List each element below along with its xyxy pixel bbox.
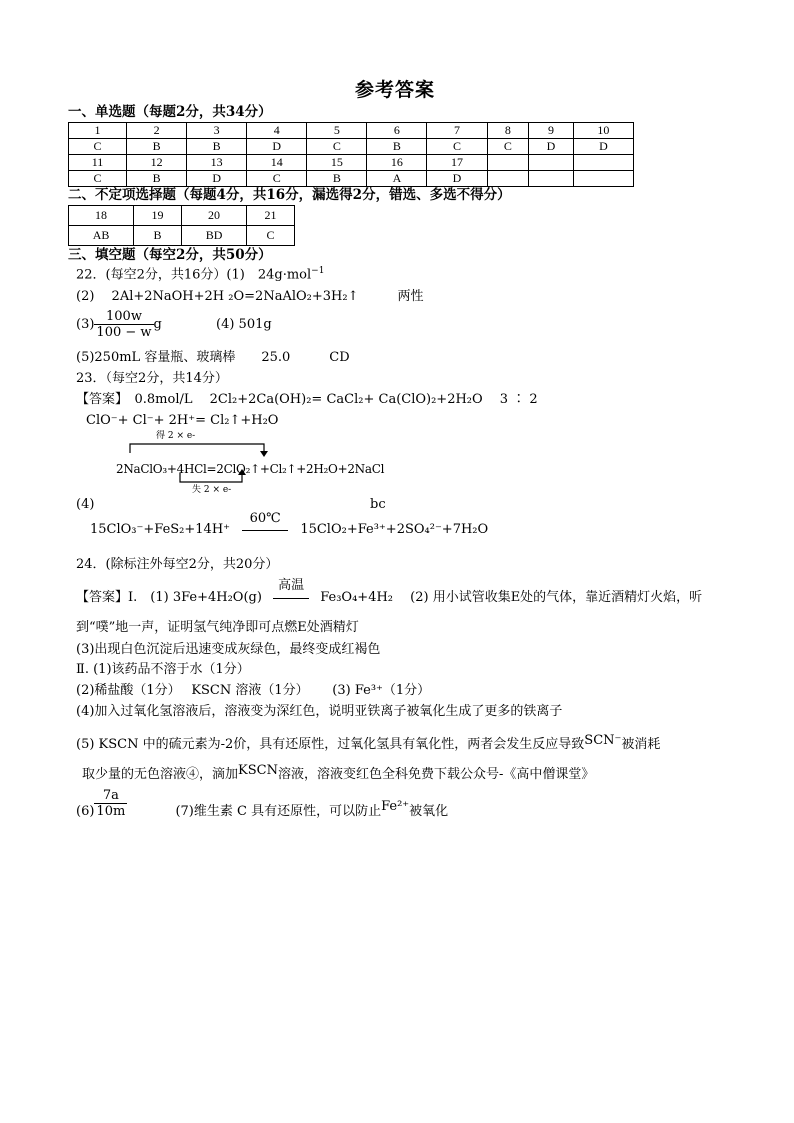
table-row	[69, 139, 634, 155]
table-cell: 1	[69, 123, 127, 139]
q24-line-2: 到“噗”地一声，证明氢气纯净即可点燃E处酒精灯	[76, 620, 359, 635]
q24-line-7	[76, 733, 661, 753]
table-cell: D	[427, 171, 487, 187]
table-cell	[573, 171, 633, 187]
table-cell: B	[307, 171, 367, 187]
q24-line-4: Ⅱ. (1)该药品不溶于水（1分）	[76, 662, 250, 677]
table-cell: 17	[427, 155, 487, 171]
table-cell: 10	[573, 123, 633, 139]
table-cell: A	[367, 171, 427, 187]
table-row	[69, 123, 634, 139]
table-cell: AB	[69, 226, 134, 246]
q24-line-8	[82, 763, 595, 783]
q24-arrow	[273, 578, 309, 599]
table-cell: C	[307, 139, 367, 155]
q23-eq2-right: 15ClO₂+Fe³⁺+2SO₄²⁻+7H₂O	[300, 522, 489, 537]
table-cell: C	[69, 171, 127, 187]
section-1-heading: 一、单选题（每题2分，共34分）	[68, 104, 272, 120]
q22-part-5: (5)250mL 容量瓶、玻璃棒 25.0 CD	[76, 350, 350, 365]
table-cell	[487, 155, 529, 171]
q23-gain-label: 得 2 × e-	[156, 431, 196, 441]
table-cell: B	[127, 139, 187, 155]
q23-head: 23．（每空2分，共14分）	[76, 371, 228, 386]
table-cell: B	[187, 139, 247, 155]
q24-l9-ion: Fe²⁺	[381, 799, 410, 814]
q24-l8b: KSCN	[238, 763, 278, 778]
q24-line-9	[76, 788, 448, 820]
section-2-heading: 二、不定项选择题（每题4分，共16分，漏选得2分，错选、多选不得分）	[68, 187, 511, 203]
q24-answer-line-1	[76, 578, 703, 606]
table-cell: 21	[247, 206, 295, 226]
table-cell: 2	[127, 123, 187, 139]
q23-redox-equation: 2NaClO₃+4HCl=2ClO₂↑+Cl₂↑+2H₂O+2NaCl	[116, 462, 385, 476]
table-cell: 5	[307, 123, 367, 139]
table-cell: 6	[367, 123, 427, 139]
q23-eq2-arrow	[242, 511, 288, 531]
q24-line-3: (3)出现白色沉淀后迅速变成灰绿色，最终变成红褐色	[76, 642, 381, 657]
q23-eq2-left: 15ClO₃⁻+FeS₂+14H⁺	[90, 522, 231, 537]
q24-ans-b: Fe₃O₄+4H₂ (2) 用小试管收集E处的气体，靠近酒精灯火焰，听	[320, 590, 703, 605]
q22-line-1	[76, 266, 324, 283]
table-row	[69, 155, 634, 171]
table-cell: B	[134, 226, 182, 246]
q23-ion-equation: ClO⁻+ Cl⁻+ 2H⁺= Cl₂↑+H₂O	[86, 413, 279, 428]
table-cell: 18	[69, 206, 134, 226]
q24-l7c: 被消耗	[621, 737, 661, 752]
table-cell: C	[247, 171, 307, 187]
table-row	[69, 206, 295, 226]
q24-l8c: 溶液，溶液变红色全科免费下载公众号-《高中僧课堂》	[277, 767, 595, 782]
table-cell: D	[187, 171, 247, 187]
table-cell: 15	[307, 155, 367, 171]
q24-condition: 高温	[278, 578, 305, 593]
table-row	[69, 226, 295, 246]
table-cell: 8	[487, 123, 529, 139]
q22-part-3-4	[76, 309, 272, 340]
q23-answer: 【答案】 0.8mol/L 2Cl₂+2Ca(OH)₂= CaCl₂+ Ca(ClO)₂+2H₂O 3 ∶ 2	[76, 392, 538, 407]
table-cell: 12	[127, 155, 187, 171]
table-cell: 19	[134, 206, 182, 226]
q22-p4: (4) 501g	[216, 317, 272, 332]
table-cell	[487, 171, 529, 187]
q22-head: 22．(每空2分，共16分）(1) 24g·mol	[76, 267, 312, 283]
section-3-heading: 三、填空题（每空2分，共50分）	[68, 247, 272, 263]
table-cell: 20	[181, 206, 246, 226]
table-cell: C	[487, 139, 529, 155]
table-cell: 11	[69, 155, 127, 171]
table-cell: B	[367, 139, 427, 155]
q22-p3-label: (3)	[76, 317, 95, 332]
q24-l8a: 取少量的无色溶液④，滴加	[82, 767, 239, 782]
q24-l7a: (5) KSCN 中的硫元素为-2价，具有还原性，过氧化氢具有氧化性，两者会发生反应导致	[76, 737, 585, 752]
gain-arrowhead	[260, 451, 268, 457]
q24-l9-label: (6)	[76, 804, 95, 819]
q22-p3-unit: g	[153, 317, 162, 332]
q24-l9-text: (7)维生素 C 具有还原性，可以防止	[175, 804, 382, 819]
table-cell: BD	[181, 226, 246, 246]
q24-l9-end: 被氧化	[409, 804, 449, 819]
table-cell: 13	[187, 155, 247, 171]
table-cell	[573, 155, 633, 171]
q24-numerator: 7a	[94, 788, 127, 804]
q23-bc: bc	[370, 497, 386, 512]
table-cell: 3	[187, 123, 247, 139]
q23-eq2-condition: 60℃	[249, 511, 281, 526]
table-cell	[529, 171, 574, 187]
q22-part-2: (2) 2Al+2NaOH+2H ₂O=2NaAlO₂+3H₂↑ 两性	[76, 289, 424, 304]
page-title: 参考答案	[355, 79, 436, 101]
table-cell: 9	[529, 123, 574, 139]
table-cell: D	[247, 139, 307, 155]
table-cell: 4	[247, 123, 307, 139]
q23-part-4-label: (4)	[76, 497, 95, 512]
q22-sup: −1	[311, 266, 325, 276]
q22-fraction	[94, 309, 153, 340]
q24-fraction	[94, 788, 127, 819]
table-cell: 14	[247, 155, 307, 171]
q22-numerator: 100w	[94, 309, 153, 325]
q23-equation-2	[90, 511, 489, 538]
table-cell: B	[127, 171, 187, 187]
q24-line-5: (2)稀盐酸（1分） KSCN 溶液（1分） (3) Fe³⁺（1分）	[76, 683, 431, 698]
table-cell	[529, 155, 574, 171]
table-cell: C	[69, 139, 127, 155]
table-cell: D	[573, 139, 633, 155]
table-row	[69, 171, 634, 187]
q24-ans-a: 【答案】Ⅰ. (1) 3Fe+4H₂O(g)	[76, 590, 262, 605]
gain-bracket	[130, 444, 264, 453]
table-cell: C	[427, 139, 487, 155]
q24-denominator: 10m	[96, 804, 126, 819]
q23-lose-label: 失 2 × e-	[192, 485, 232, 495]
q24-l7b: SCN⁻	[584, 733, 622, 748]
table-cell: C	[247, 226, 295, 246]
table-cell: 16	[367, 155, 427, 171]
table-cell: D	[529, 139, 574, 155]
q24-line-6: (4)加入过氧化氢溶液后，溶液变为深红色，说明亚铁离子被氧化生成了更多的铁离子	[76, 704, 563, 719]
table-cell: 7	[427, 123, 487, 139]
q22-denominator: 100 − w	[96, 325, 152, 340]
q24-head: 24．(除标注外每空2分，共20分）	[76, 557, 279, 572]
single-choice-answer-table	[68, 122, 634, 187]
multi-choice-answer-table	[68, 205, 295, 246]
